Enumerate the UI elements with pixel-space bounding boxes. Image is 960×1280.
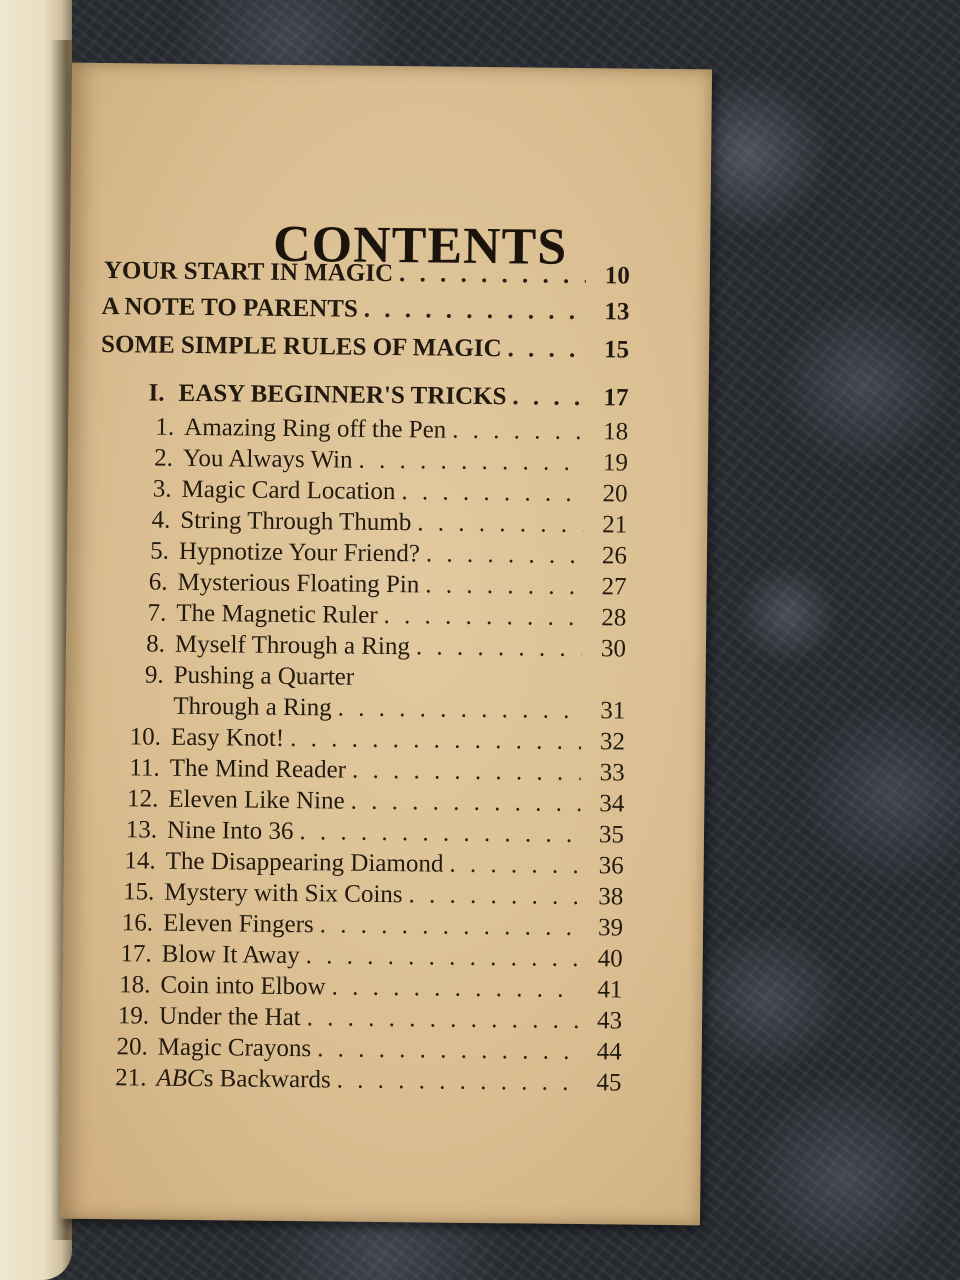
leader-dots xyxy=(358,447,584,477)
item-page: 40 xyxy=(597,945,623,973)
toc-item xyxy=(140,413,628,446)
toc-item xyxy=(132,599,626,632)
item-label: Blow It Away xyxy=(161,940,300,970)
item-page: 20 xyxy=(602,480,628,508)
item-number: 7. xyxy=(147,599,167,627)
item-page: 27 xyxy=(601,573,627,601)
item-label-rest: s Backwards xyxy=(203,1065,331,1094)
item-label: Pushing a Quarter xyxy=(173,661,355,691)
item-number: 10. xyxy=(129,723,162,751)
toc-item xyxy=(131,630,626,663)
item-page: 19 xyxy=(602,449,629,477)
leader-dots xyxy=(351,788,581,818)
section-number: I. xyxy=(148,379,165,407)
item-page: 31 xyxy=(600,697,626,725)
item-label: Magic Crayons xyxy=(157,1033,312,1063)
item-page: 35 xyxy=(598,821,625,849)
leader-dots xyxy=(299,818,580,849)
item-label: Easy Knot! xyxy=(170,723,285,752)
item-number: 19. xyxy=(117,1002,150,1030)
toc-item xyxy=(119,909,623,942)
page-title: CONTENTS xyxy=(272,215,568,276)
item-page: 26 xyxy=(601,542,628,570)
item-label: Amazing Ring off the Pen xyxy=(184,413,447,444)
item-number: 16. xyxy=(121,909,154,937)
toc-item xyxy=(133,568,626,601)
leader-dots xyxy=(449,851,580,880)
toc-item xyxy=(120,878,623,911)
leader-dots xyxy=(338,694,582,725)
toc-item-continuation xyxy=(173,693,625,726)
item-page: 28 xyxy=(601,604,627,632)
item-number: 2. xyxy=(154,444,174,472)
item-number: 14. xyxy=(124,847,156,875)
leader-dots xyxy=(317,1035,578,1066)
item-label: Coin into Elbow xyxy=(160,971,326,1001)
item-page: 39 xyxy=(597,914,624,942)
item-label: The Magnetic Ruler xyxy=(176,599,378,629)
item-page: 43 xyxy=(596,1007,623,1035)
item-label: Hypnotize Your Friend? xyxy=(178,537,421,568)
toc-entry-label: SOME SIMPLE RULES OF MAGIC xyxy=(100,331,502,363)
item-label: Nine Into 36 xyxy=(166,816,294,846)
item-label-italic: ABC xyxy=(156,1064,204,1093)
toc-item xyxy=(112,1064,621,1097)
toc-item xyxy=(123,816,624,849)
toc-item xyxy=(137,475,627,508)
leader-dots xyxy=(290,725,581,756)
leader-dots xyxy=(364,296,586,326)
item-number: 13. xyxy=(125,816,158,844)
item-page: 44 xyxy=(596,1038,622,1066)
item-number: 11. xyxy=(129,754,160,782)
leader-dots xyxy=(452,417,584,446)
item-label: Under the Hat xyxy=(158,1002,301,1032)
section-page: 17 xyxy=(603,384,629,412)
item-number: 20. xyxy=(116,1033,148,1061)
toc-item xyxy=(124,785,624,818)
item-page: 45 xyxy=(596,1069,622,1097)
toc-item xyxy=(115,1002,622,1035)
item-label: Mystery with Six Coins xyxy=(164,878,403,909)
contents-page xyxy=(60,63,712,1226)
item-label xyxy=(156,1065,331,1095)
toc-entry-page: 10 xyxy=(604,262,631,290)
leader-dots xyxy=(507,335,585,364)
toc-item xyxy=(118,940,623,973)
item-page: 38 xyxy=(598,883,624,911)
leader-dots xyxy=(425,571,583,601)
item-number: 4. xyxy=(151,506,171,534)
toc-item xyxy=(130,661,626,694)
item-label: String Through Thumb xyxy=(180,506,412,537)
item-number: 6. xyxy=(148,568,168,596)
item-number: 15. xyxy=(122,878,155,906)
leader-dots xyxy=(337,1067,578,1098)
section-label: EASY BEGINNER'S TRICKS xyxy=(178,379,507,411)
item-page: 18 xyxy=(603,418,629,446)
leader-dots xyxy=(401,478,583,508)
item-label: Mysterious Floating Pin xyxy=(177,568,420,599)
table-of-contents xyxy=(60,63,712,1226)
toc-entry-front-matter xyxy=(101,293,629,327)
item-number: 9. xyxy=(144,661,164,689)
leader-dots xyxy=(352,757,581,787)
toc-item xyxy=(136,506,627,539)
toc-item xyxy=(135,537,627,570)
leader-dots xyxy=(408,881,579,911)
toc-item xyxy=(122,847,624,880)
item-number: 18. xyxy=(119,971,151,999)
leader-dots xyxy=(383,602,582,632)
toc-entry-label: YOUR START IN MAGIC xyxy=(103,257,394,288)
item-number: 5. xyxy=(150,537,170,565)
item-number: 8. xyxy=(146,630,166,658)
item-label: The Mind Reader xyxy=(169,754,347,784)
leader-dots xyxy=(512,383,584,412)
item-page: 32 xyxy=(599,728,626,756)
leader-dots xyxy=(399,260,586,290)
item-label-continuation: Through a Ring xyxy=(173,692,332,722)
item-page: 34 xyxy=(599,790,625,818)
leader-dots xyxy=(332,973,579,1004)
toc-item xyxy=(126,754,625,787)
leader-dots xyxy=(426,540,583,570)
item-label: Eleven Fingers xyxy=(162,909,314,939)
item-number: 1. xyxy=(155,413,175,441)
item-number: 21. xyxy=(115,1064,147,1092)
toc-entry-front-matter xyxy=(101,331,629,365)
item-number: 3. xyxy=(152,475,172,503)
item-page: 33 xyxy=(599,759,625,787)
toc-entry-front-matter xyxy=(104,257,630,291)
toc-item xyxy=(114,1033,622,1066)
item-page: 41 xyxy=(597,976,623,1004)
leader-dots xyxy=(417,509,583,539)
toc-item xyxy=(127,723,625,756)
item-number: 12. xyxy=(126,785,159,813)
toc-item xyxy=(116,971,622,1004)
toc-entry-page: 13 xyxy=(604,298,630,326)
leader-dots xyxy=(307,1004,579,1035)
item-label: Eleven Like Nine xyxy=(168,785,345,815)
item-page: 36 xyxy=(598,852,624,880)
item-page: 30 xyxy=(600,635,627,663)
leader-dots xyxy=(306,942,579,973)
toc-section-heading xyxy=(148,380,628,413)
item-label: The Disappearing Diamond xyxy=(165,847,444,878)
toc-entry-page: 15 xyxy=(603,336,630,364)
toc-item xyxy=(139,444,628,477)
toc-entry-label: A NOTE TO PARENTS xyxy=(101,293,358,323)
leader-dots xyxy=(320,911,580,942)
item-label: Myself Through a Ring xyxy=(174,630,411,661)
item-page: 21 xyxy=(602,511,628,539)
item-number: 17. xyxy=(120,940,152,968)
item-label: You Always Win xyxy=(182,444,353,474)
item-label: Magic Card Location xyxy=(181,475,396,506)
leader-dots xyxy=(416,633,582,663)
